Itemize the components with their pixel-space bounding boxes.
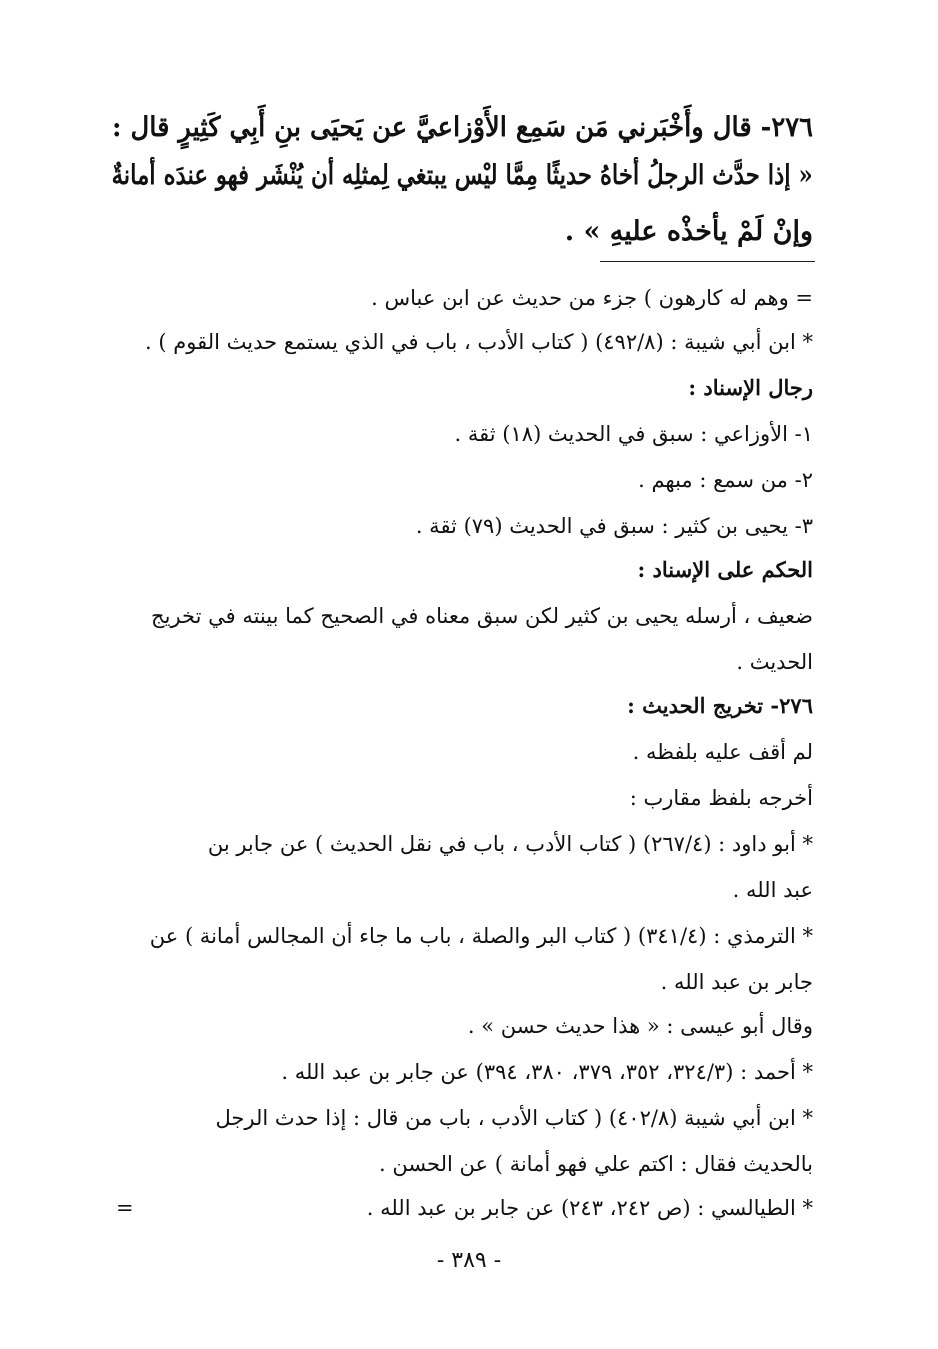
narrators-heading: رجال الإسناد : xyxy=(688,375,813,400)
source-ibn-abi-shayba: * ابن أبي شيبة : (٤٩٢/٨) ( كتاب الأدب ، باب في الذي يستمع حديث القوم ) . xyxy=(145,330,813,354)
hadith-number: ٢٧٦- xyxy=(760,112,813,143)
tirmidhi-line-1: * الترمذي : (٣٤١/٤) ( كتاب البر والصلة ، باب ما جاء أن المجالس أمانة ) عن xyxy=(149,924,813,948)
narrator-1: ١- الأوزاعي : سبق في الحديث (١٨) ثقة . xyxy=(454,422,813,446)
footnote-separator xyxy=(600,261,815,262)
ruling-heading: الحكم على الإسناد : xyxy=(637,557,813,582)
ibnabishayba-line-2: بالحديث فقال : اكتم علي فهو أمانة ) عن الحسن . xyxy=(378,1152,813,1176)
takhrij-line-2: أخرجه بلفظ مقارب : xyxy=(629,786,813,810)
hadith-line-3: وإنْ لَمْ يأخذْه عليهِ » . xyxy=(564,216,813,247)
abudawud-line-2: عبد الله . xyxy=(732,878,813,902)
ruling-line-1: ضعيف ، أرسله يحيى بن كثير لكن سبق معناه في الصحيح كما بينته في تخريج xyxy=(151,604,813,628)
abuisa-comment: وقال أبو عيسى : « هذا حديث حسن » . xyxy=(467,1014,813,1038)
narrator-3: ٣- يحيى بن كثير : سبق في الحديث (٧٩) ثقة . xyxy=(415,514,813,538)
hadith-intro: قال وأَخْبَرني مَن سَمِع الأَوْزاعيَّ عن يَحيَى بنِ أَبِي كَثِيرٍ قال : xyxy=(112,112,752,143)
narrator-2: ٢- من سمع : مبهم . xyxy=(638,468,813,492)
continued-text: = وهم له كارهون ) جزء من حديث عن ابن عباس . xyxy=(371,286,813,310)
ruling-line-2: الحديث . xyxy=(736,650,813,674)
source-tayalisi: * الطيالسي : (ص ٢٤٢، ٢٤٣) عن جابر بن عبد الله . xyxy=(366,1196,813,1220)
hadith-line-1 xyxy=(112,108,813,148)
page-number: - ٣٨٩ - xyxy=(436,1248,502,1273)
takhrij-heading: ٢٧٦- تخريج الحديث : xyxy=(627,693,813,718)
abudawud-line-1: * أبو داود : (٢٦٧/٤) ( كتاب الأدب ، باب في نقل الحديث ) عن جابر بن xyxy=(207,832,813,856)
takhrij-line-1: لم أقف عليه بلفظه . xyxy=(632,740,813,764)
hadith-line-2: « إذا حدَّث الرجلُ أخاهُ حديثًا مِمَّا ليْس يبتغي لِمثلِه أن يُنْشَر فهو عندَه أمانةٌ xyxy=(111,160,813,191)
ibnabishayba-line-1: * ابن أبي شيبة (٤٠٢/٨) ( كتاب الأدب ، باب من قال : إذا حدث الرجل xyxy=(215,1106,813,1130)
continuation-mark: = xyxy=(116,1196,134,1220)
source-ahmad: * أحمد : (٣٢٤/٣، ٣٥٢، ٣٧٩، ٣٨٠، ٣٩٤) عن جابر بن عبد الله . xyxy=(281,1060,813,1084)
tirmidhi-line-2: جابر بن عبد الله . xyxy=(660,970,813,994)
